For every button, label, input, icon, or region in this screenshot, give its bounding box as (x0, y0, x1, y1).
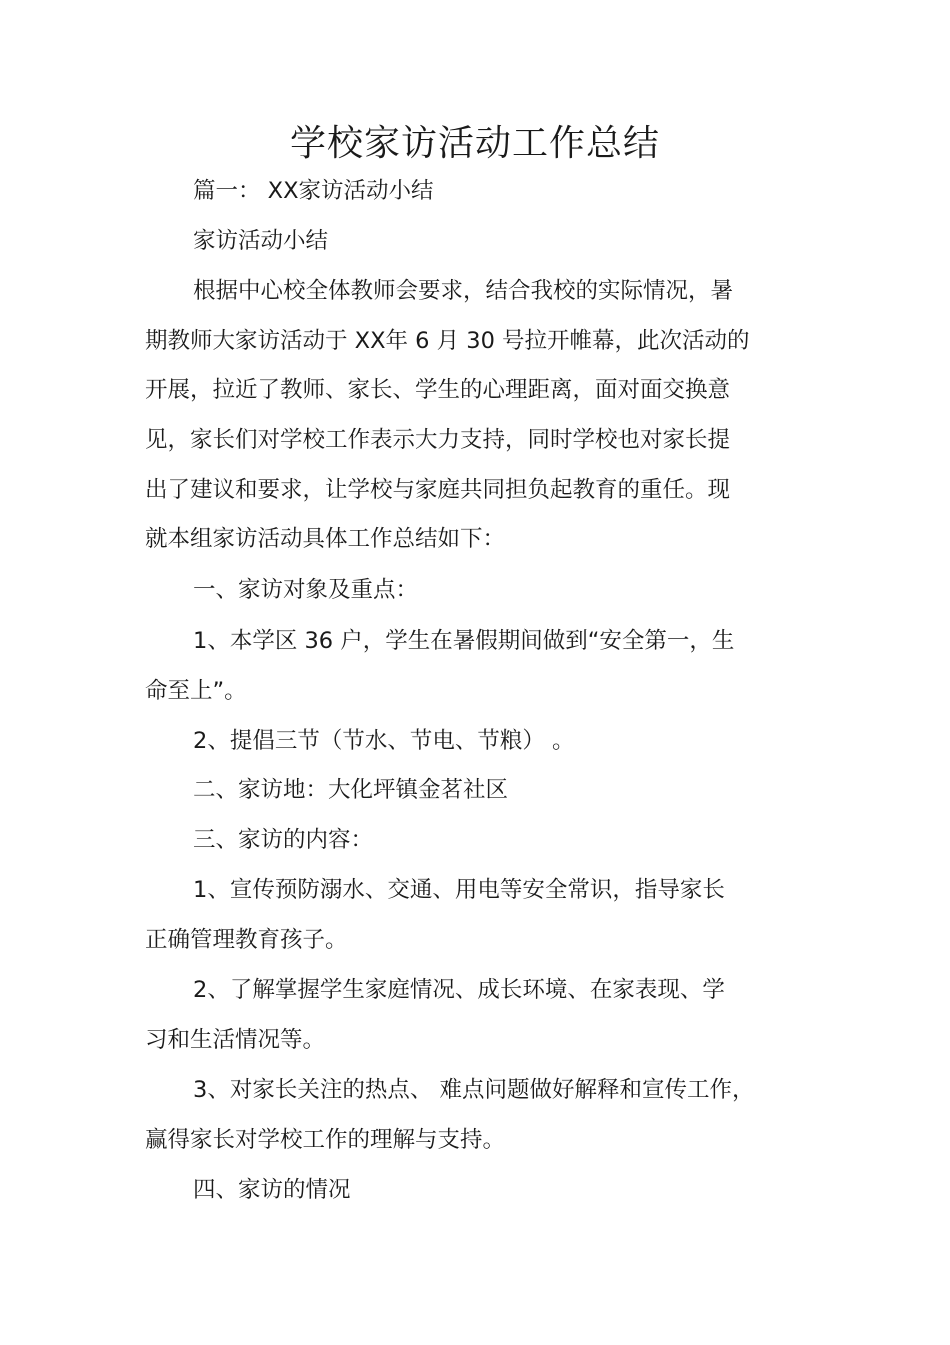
paragraph-line: 出了建议和要求，让学校与家庭共同担负起教育的重任。现 (145, 477, 731, 503)
section-heading: 篇一： XX家访活动小结 (193, 178, 434, 204)
paragraph-line: 根据中心校全体教师会要求，结合我校的实际情况，暑 (193, 278, 734, 304)
list-item-continuation: 正确管理教育孩子。 (145, 927, 348, 953)
list-item: 1、本学区 36 户，学生在暑假期间做到“安全第一，生 (193, 628, 735, 654)
list-item-continuation: 习和生活情况等。 (145, 1027, 326, 1053)
list-item-continuation: 赢得家长对学校工作的理解与支持。 (145, 1127, 506, 1153)
list-item: 3、对家长关注的热点、 难点问题做好解释和宣传工作， (193, 1077, 755, 1103)
paragraph-line: 就本组家访活动具体工作总结如下： (145, 526, 506, 552)
section-heading: 二、家访地：大化坪镇金茗社区 (193, 777, 509, 803)
list-item: 1、宣传预防溺水、交通、用电等安全常识，指导家长 (193, 877, 725, 903)
list-item: 2、提倡三节（节水、节电、节粮） 。 (193, 728, 575, 754)
section-heading: 一、家访对象及重点： (193, 577, 419, 603)
list-item: 2、了解掌握学生家庭情况、成长环境、在家表现、学 (193, 977, 725, 1003)
section-heading: 四、家访的情况 (193, 1177, 351, 1203)
paragraph-line: 期教师大家访活动于 XX年 6 月 30 号拉开帷幕，此次活动的 (145, 328, 750, 354)
section-heading: 三、家访的内容： (193, 827, 374, 853)
subheading: 家访活动小结 (193, 228, 329, 254)
paragraph-line: 开展，拉近了教师、家长、学生的心理距离，面对面交换意 (145, 377, 731, 403)
document-title: 学校家访活动工作总结 (289, 123, 660, 164)
list-item-continuation: 命至上”。 (145, 678, 247, 704)
paragraph-line: 见，家长们对学校工作表示大力支持，同时学校也对家长提 (145, 427, 731, 453)
